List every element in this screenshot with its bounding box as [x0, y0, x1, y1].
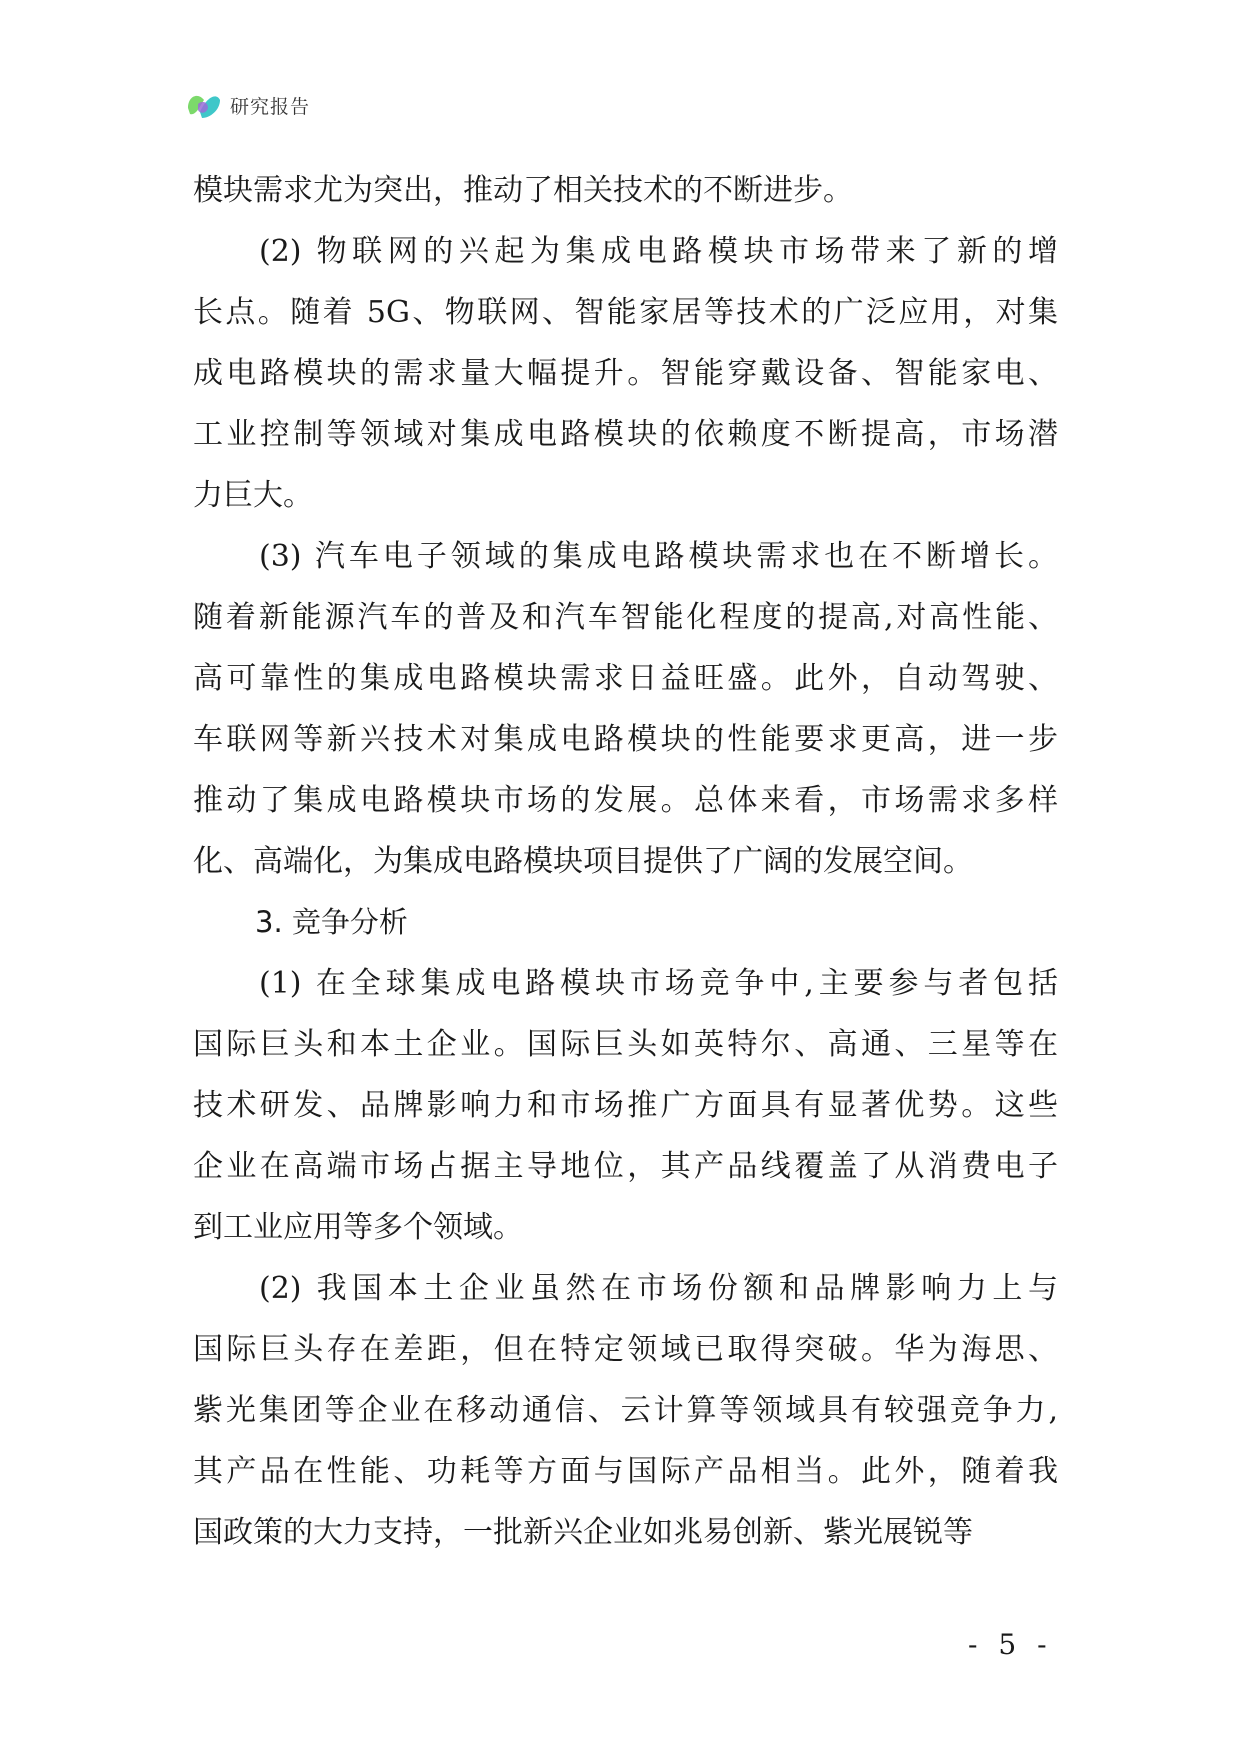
paragraph	[193, 160, 1058, 221]
section-heading	[193, 892, 1058, 953]
text-line: 紫光集团等企业在移动通信、云计算等领域具有较强竞争力,	[193, 1393, 1058, 1428]
document-body	[193, 160, 1058, 1563]
text-line: 长点。随着 5G、物联网、智能家居等技术的广泛应用，对集	[193, 295, 1058, 330]
text-line: 技术研发、品牌影响力和市场推广方面具有显著优势。这些	[193, 1088, 1058, 1123]
paragraph	[193, 1258, 1058, 1563]
text-line: 化、高端化，为集成电路模块项目提供了广阔的发展空间。	[193, 844, 973, 879]
text-line: 国际巨头和本土企业。国际巨头如英特尔、高通、三星等在	[193, 1027, 1058, 1062]
text-line: 其产品在性能、功耗等方面与国际产品相当。此外，随着我	[193, 1454, 1058, 1489]
text-line: 模块需求尤为突出，推动了相关技术的不断进步。	[193, 173, 853, 208]
text-line: 到工业应用等多个领域。	[193, 1210, 523, 1245]
text-line: 推动了集成电路模块市场的发展。总体来看，市场需求多样	[193, 783, 1058, 818]
text-line: 国政策的大力支持，一批新兴企业如兆易创新、紫光展锐等	[193, 1515, 973, 1550]
text-line: 随着新能源汽车的普及和汽车智能化程度的提高,对高性能、	[193, 600, 1058, 635]
text-line: 高可靠性的集成电路模块需求日益旺盛。此外，自动驾驶、	[193, 661, 1058, 696]
paragraph	[193, 526, 1058, 892]
paragraph	[193, 221, 1058, 526]
page-header	[186, 88, 310, 122]
text-line: 车联网等新兴技术对集成电路模块的性能要求更高，进一步	[193, 722, 1058, 757]
text-line: 工业控制等领域对集成电路模块的依赖度不断提高，市场潜	[193, 417, 1058, 452]
paragraph	[193, 953, 1058, 1258]
text-line: (3) 汽车电子领域的集成电路模块需求也在不断增长。	[259, 539, 1058, 574]
logo-icon	[186, 88, 222, 122]
text-line: 力巨大。	[193, 478, 313, 513]
text-line: 成电路模块的需求量大幅提升。智能穿戴设备、智能家电、	[193, 356, 1058, 391]
text-line: (2) 我国本土企业虽然在市场份额和品牌影响力上与	[259, 1271, 1058, 1306]
heading-text: 3. 竞争分析	[255, 905, 408, 939]
text-line: (2) 物联网的兴起为集成电路模块市场带来了新的增	[259, 234, 1058, 269]
header-title: 研究报告	[230, 95, 311, 118]
text-line: (1) 在全球集成电路模块市场竞争中,主要参与者包括	[259, 966, 1058, 1001]
page-number: - 5 -	[968, 1628, 1053, 1661]
text-line: 国际巨头存在差距，但在特定领域已取得突破。华为海思、	[193, 1332, 1058, 1367]
text-line: 企业在高端市场占据主导地位，其产品线覆盖了从消费电子	[193, 1149, 1058, 1184]
